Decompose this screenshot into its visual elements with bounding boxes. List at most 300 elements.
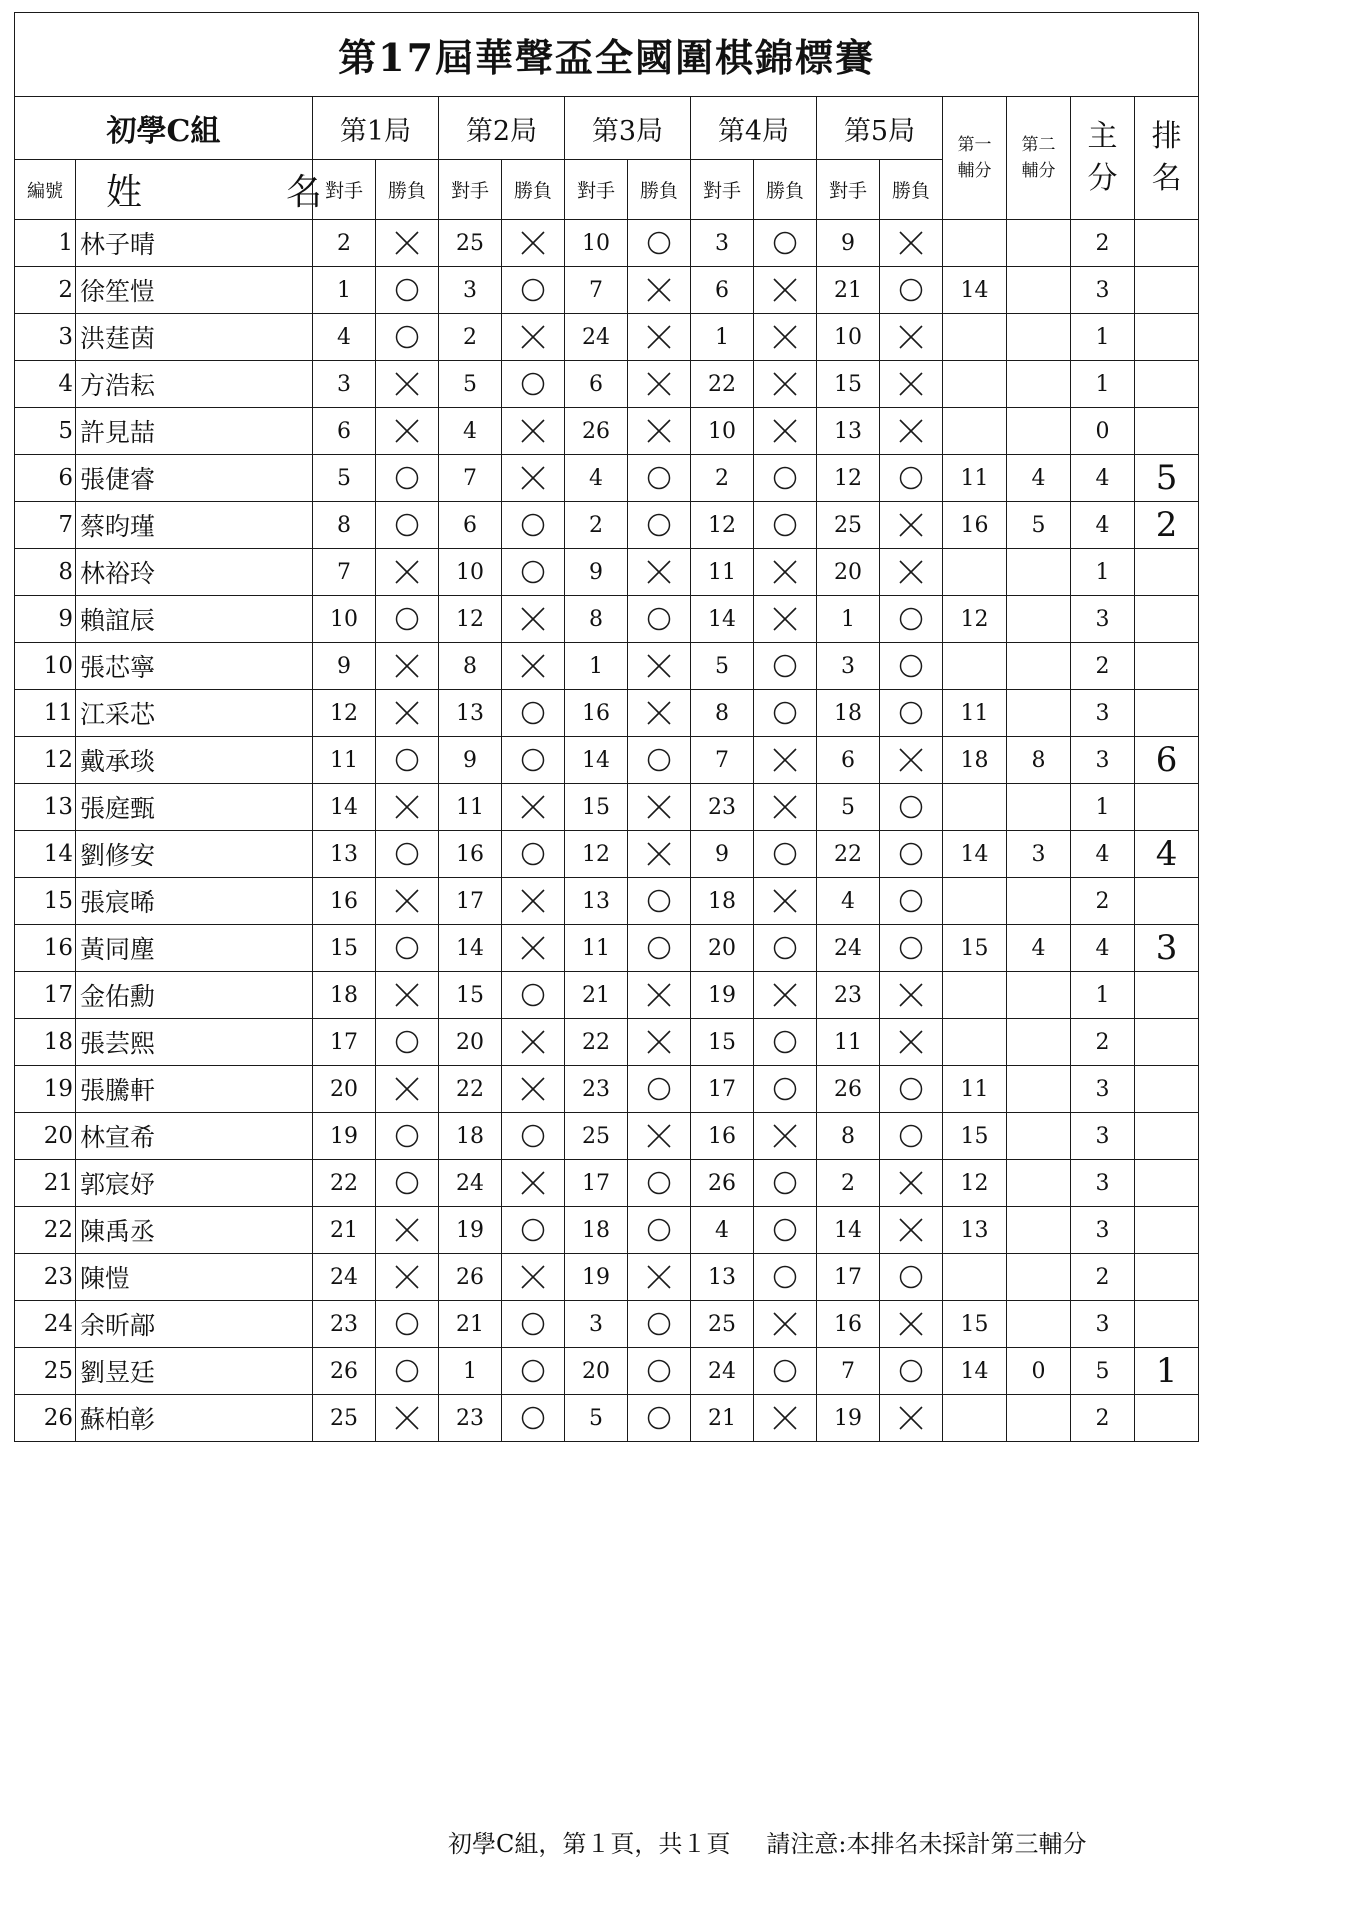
- opponent-id: 14: [313, 784, 376, 831]
- loss-cross-icon: [770, 886, 800, 916]
- opponent-id: 6: [691, 267, 754, 314]
- rank-value: 4: [1135, 831, 1199, 878]
- game-result: [502, 1207, 565, 1254]
- game-result: [502, 784, 565, 831]
- opponent-id: 6: [439, 502, 502, 549]
- game-result: [754, 972, 817, 1019]
- table-row: [15, 267, 1199, 314]
- player-name: 許見喆: [76, 408, 313, 455]
- win-circle-icon: [518, 745, 548, 775]
- loss-cross-icon: [392, 369, 422, 399]
- opponent-id: 23: [313, 1301, 376, 1348]
- game-result: [376, 549, 439, 596]
- aux2-score: [1007, 643, 1071, 690]
- game-result: [628, 831, 691, 878]
- opponent-id: 11: [439, 784, 502, 831]
- game-result: [502, 1066, 565, 1113]
- win-circle-icon: [644, 228, 674, 258]
- opponent-id: 10: [817, 314, 880, 361]
- player-name: 賴誼辰: [76, 596, 313, 643]
- aux1-score: 13: [943, 1207, 1007, 1254]
- aux1-score: 11: [943, 1066, 1007, 1113]
- game-result: [628, 314, 691, 361]
- win-circle-icon: [644, 1074, 674, 1104]
- opponent-id: 19: [565, 1254, 628, 1301]
- player-name: 徐笙愷: [76, 267, 313, 314]
- opponent-id: 5: [565, 1395, 628, 1442]
- win-circle-icon: [644, 1309, 674, 1339]
- game-result: [754, 1301, 817, 1348]
- game-result: [502, 925, 565, 972]
- main-score: 5: [1071, 1348, 1135, 1395]
- opponent-id: 5: [313, 455, 376, 502]
- game-result: [628, 643, 691, 690]
- aux1-score: [943, 784, 1007, 831]
- aux2-score: 5: [1007, 502, 1071, 549]
- aux2-score: [1007, 1395, 1071, 1442]
- loss-cross-icon: [896, 510, 926, 540]
- win-circle-icon: [518, 1121, 548, 1151]
- win-circle-icon: [518, 510, 548, 540]
- loss-cross-icon: [770, 1121, 800, 1151]
- game-result: [754, 1254, 817, 1301]
- main-score: 2: [1071, 643, 1135, 690]
- round-4-header: 第4局: [691, 97, 817, 160]
- opponent-id: 3: [817, 643, 880, 690]
- player-name: 張宸晞: [76, 878, 313, 925]
- win-circle-icon: [770, 651, 800, 681]
- game-result: [754, 1019, 817, 1066]
- game-result: [502, 502, 565, 549]
- player-id: 2: [15, 267, 76, 314]
- loss-cross-icon: [644, 416, 674, 446]
- page-footer: [448, 1824, 1086, 1859]
- aux1-score: 11: [943, 455, 1007, 502]
- game-result: [754, 1207, 817, 1254]
- game-result: [502, 972, 565, 1019]
- round-1-header: 第1局: [313, 97, 439, 160]
- game-result: [502, 220, 565, 267]
- player-name: 金佑勳: [76, 972, 313, 1019]
- player-name: 張芸熙: [76, 1019, 313, 1066]
- main-score: 2: [1071, 1395, 1135, 1442]
- table-row: [15, 737, 1199, 784]
- opponent-id: 10: [439, 549, 502, 596]
- win-circle-icon: [392, 322, 422, 352]
- result-header: 勝負: [628, 160, 691, 220]
- player-name: 蘇柏彰: [76, 1395, 313, 1442]
- opponent-id: 19: [691, 972, 754, 1019]
- game-result: [376, 784, 439, 831]
- player-name: 洪莛茵: [76, 314, 313, 361]
- player-id: 11: [15, 690, 76, 737]
- game-result: [628, 1301, 691, 1348]
- aux2-score: 3: [1007, 831, 1071, 878]
- game-result: [628, 925, 691, 972]
- game-result: [376, 267, 439, 314]
- main-score: 3: [1071, 1066, 1135, 1113]
- opponent-id: 6: [817, 737, 880, 784]
- opponent-id: 16: [565, 690, 628, 737]
- opponent-id: 18: [313, 972, 376, 1019]
- loss-cross-icon: [392, 557, 422, 587]
- game-result: [754, 831, 817, 878]
- win-circle-icon: [770, 698, 800, 728]
- game-result: [880, 1348, 943, 1395]
- player-id: 20: [15, 1113, 76, 1160]
- loss-cross-icon: [518, 463, 548, 493]
- game-result: [880, 1301, 943, 1348]
- opponent-id: 4: [817, 878, 880, 925]
- opponent-id: 25: [691, 1301, 754, 1348]
- footer-note: 請注意:本排名未採計第三輔分: [766, 1830, 1087, 1858]
- game-result: [376, 502, 439, 549]
- game-result: [502, 1113, 565, 1160]
- aux2-score: [1007, 1066, 1071, 1113]
- game-result: [628, 1066, 691, 1113]
- opponent-id: 2: [565, 502, 628, 549]
- game-result: [376, 972, 439, 1019]
- opponent-header: 對手: [313, 160, 376, 220]
- opponent-id: 13: [313, 831, 376, 878]
- win-circle-icon: [518, 1215, 548, 1245]
- player-id: 23: [15, 1254, 76, 1301]
- game-result: [880, 267, 943, 314]
- win-circle-icon: [518, 698, 548, 728]
- rank-value: [1135, 267, 1199, 314]
- game-result: [376, 455, 439, 502]
- game-result: [502, 267, 565, 314]
- loss-cross-icon: [518, 416, 548, 446]
- loss-cross-icon: [518, 651, 548, 681]
- win-circle-icon: [644, 1403, 674, 1433]
- opponent-id: 15: [691, 1019, 754, 1066]
- loss-cross-icon: [896, 322, 926, 352]
- aux2-score: 8: [1007, 737, 1071, 784]
- opponent-id: 18: [565, 1207, 628, 1254]
- aux2-score: [1007, 267, 1071, 314]
- round-5-header: 第5局: [817, 97, 943, 160]
- main-score: 3: [1071, 690, 1135, 737]
- aux1-score: 12: [943, 1160, 1007, 1207]
- game-result: [880, 408, 943, 455]
- rank-value: [1135, 596, 1199, 643]
- opponent-id: 11: [817, 1019, 880, 1066]
- player-id: 16: [15, 925, 76, 972]
- player-id: 5: [15, 408, 76, 455]
- aux1-score: 12: [943, 596, 1007, 643]
- win-circle-icon: [518, 1403, 548, 1433]
- game-result: [880, 784, 943, 831]
- game-result: [880, 1113, 943, 1160]
- loss-cross-icon: [392, 651, 422, 681]
- game-result: [502, 596, 565, 643]
- main-score: 3: [1071, 596, 1135, 643]
- game-result: [502, 1160, 565, 1207]
- loss-cross-icon: [392, 792, 422, 822]
- rank-value: [1135, 1066, 1199, 1113]
- opponent-id: 4: [313, 314, 376, 361]
- game-result: [628, 596, 691, 643]
- aux2-score: [1007, 1160, 1071, 1207]
- aux1-header: 第一 輔分: [943, 97, 1007, 220]
- game-result: [754, 643, 817, 690]
- opponent-id: 17: [565, 1160, 628, 1207]
- win-circle-icon: [518, 557, 548, 587]
- opponent-id: 2: [817, 1160, 880, 1207]
- opponent-id: 11: [313, 737, 376, 784]
- opponent-id: 9: [691, 831, 754, 878]
- game-result: [880, 643, 943, 690]
- game-result: [628, 1207, 691, 1254]
- aux2-score: 4: [1007, 925, 1071, 972]
- opponent-id: 24: [817, 925, 880, 972]
- opponent-id: 12: [691, 502, 754, 549]
- table-row: [15, 784, 1199, 831]
- aux1-score: 18: [943, 737, 1007, 784]
- win-circle-icon: [392, 839, 422, 869]
- game-result: [754, 1113, 817, 1160]
- table-row: [15, 1207, 1199, 1254]
- opponent-id: 1: [817, 596, 880, 643]
- opponent-id: 23: [565, 1066, 628, 1113]
- opponent-id: 14: [691, 596, 754, 643]
- win-circle-icon: [518, 369, 548, 399]
- player-name: 黃同塵: [76, 925, 313, 972]
- loss-cross-icon: [518, 792, 548, 822]
- opponent-id: 25: [817, 502, 880, 549]
- game-result: [880, 1019, 943, 1066]
- game-result: [376, 1254, 439, 1301]
- loss-cross-icon: [392, 416, 422, 446]
- opponent-id: 19: [817, 1395, 880, 1442]
- player-name: 林子晴: [76, 220, 313, 267]
- aux2-score: [1007, 1113, 1071, 1160]
- opponent-id: 8: [565, 596, 628, 643]
- opponent-id: 22: [691, 361, 754, 408]
- game-result: [376, 361, 439, 408]
- loss-cross-icon: [518, 1074, 548, 1104]
- player-name: 江采芯: [76, 690, 313, 737]
- main-score: 3: [1071, 267, 1135, 314]
- game-result: [628, 972, 691, 1019]
- opponent-id: 17: [313, 1019, 376, 1066]
- rank-value: [1135, 361, 1199, 408]
- loss-cross-icon: [518, 1262, 548, 1292]
- opponent-id: 4: [565, 455, 628, 502]
- aux1-score: 14: [943, 1348, 1007, 1395]
- game-result: [880, 737, 943, 784]
- player-name: 張倢睿: [76, 455, 313, 502]
- loss-cross-icon: [896, 1027, 926, 1057]
- game-result: [880, 878, 943, 925]
- opponent-header: 對手: [817, 160, 880, 220]
- game-result: [376, 408, 439, 455]
- game-result: [754, 1160, 817, 1207]
- player-id: 8: [15, 549, 76, 596]
- player-id: 19: [15, 1066, 76, 1113]
- aux1-score: [943, 220, 1007, 267]
- aux1-score: [943, 643, 1007, 690]
- opponent-id: 5: [439, 361, 502, 408]
- loss-cross-icon: [392, 1403, 422, 1433]
- game-result: [754, 925, 817, 972]
- game-result: [628, 267, 691, 314]
- win-circle-icon: [770, 933, 800, 963]
- win-circle-icon: [896, 275, 926, 305]
- rank-value: [1135, 878, 1199, 925]
- footer-page-info: 初學C組，第１頁，共１頁: [448, 1830, 731, 1858]
- opponent-id: 6: [313, 408, 376, 455]
- game-result: [376, 1207, 439, 1254]
- player-id: 7: [15, 502, 76, 549]
- win-circle-icon: [644, 745, 674, 775]
- rank-value: [1135, 1019, 1199, 1066]
- opponent-id: 26: [439, 1254, 502, 1301]
- opponent-id: 7: [691, 737, 754, 784]
- aux2-score: 0: [1007, 1348, 1071, 1395]
- game-result: [754, 784, 817, 831]
- aux2-score: [1007, 549, 1071, 596]
- win-circle-icon: [518, 275, 548, 305]
- opponent-id: 16: [439, 831, 502, 878]
- opponent-id: 8: [691, 690, 754, 737]
- table-row: [15, 972, 1199, 1019]
- opponent-id: 13: [817, 408, 880, 455]
- aux1-score: [943, 1019, 1007, 1066]
- game-result: [880, 314, 943, 361]
- main-score: 1: [1071, 361, 1135, 408]
- rank-value: [1135, 1160, 1199, 1207]
- opponent-id: 9: [565, 549, 628, 596]
- game-result: [502, 831, 565, 878]
- opponent-id: 20: [439, 1019, 502, 1066]
- loss-cross-icon: [392, 980, 422, 1010]
- opponent-id: 7: [817, 1348, 880, 1395]
- main-score: 4: [1071, 502, 1135, 549]
- win-circle-icon: [896, 604, 926, 634]
- game-result: [754, 267, 817, 314]
- game-result: [880, 1207, 943, 1254]
- game-result: [376, 1301, 439, 1348]
- opponent-id: 24: [691, 1348, 754, 1395]
- rank-value: [1135, 408, 1199, 455]
- opponent-id: 7: [313, 549, 376, 596]
- player-name: 劉修安: [76, 831, 313, 878]
- win-circle-icon: [770, 510, 800, 540]
- opponent-id: 20: [565, 1348, 628, 1395]
- loss-cross-icon: [392, 1262, 422, 1292]
- rank-value: [1135, 1207, 1199, 1254]
- opponent-id: 2: [439, 314, 502, 361]
- table-row: [15, 549, 1199, 596]
- game-result: [376, 314, 439, 361]
- aux1-score: 14: [943, 831, 1007, 878]
- win-circle-icon: [644, 1356, 674, 1386]
- aux2-score: [1007, 690, 1071, 737]
- opponent-id: 1: [691, 314, 754, 361]
- player-id: 24: [15, 1301, 76, 1348]
- score-sheet: [14, 12, 1196, 1442]
- opponent-id: 26: [313, 1348, 376, 1395]
- opponent-id: 20: [691, 925, 754, 972]
- main-score: 2: [1071, 1019, 1135, 1066]
- game-result: [880, 1395, 943, 1442]
- opponent-id: 16: [313, 878, 376, 925]
- loss-cross-icon: [392, 698, 422, 728]
- loss-cross-icon: [518, 886, 548, 916]
- player-id: 15: [15, 878, 76, 925]
- loss-cross-icon: [644, 1027, 674, 1057]
- opponent-id: 24: [439, 1160, 502, 1207]
- win-circle-icon: [896, 886, 926, 916]
- opponent-id: 1: [439, 1348, 502, 1395]
- game-result: [502, 1395, 565, 1442]
- opponent-id: 25: [565, 1113, 628, 1160]
- player-id: 21: [15, 1160, 76, 1207]
- opponent-id: 16: [817, 1301, 880, 1348]
- win-circle-icon: [644, 886, 674, 916]
- aux2-score: [1007, 1207, 1071, 1254]
- game-result: [628, 878, 691, 925]
- name-header: 姓 名: [76, 160, 313, 220]
- rank-value: [1135, 643, 1199, 690]
- aux2-score: [1007, 361, 1071, 408]
- round-2-header: 第2局: [439, 97, 565, 160]
- game-result: [628, 361, 691, 408]
- game-result: [628, 737, 691, 784]
- aux2-score: [1007, 784, 1071, 831]
- loss-cross-icon: [896, 745, 926, 775]
- player-name: 方浩耘: [76, 361, 313, 408]
- main-score: 2: [1071, 878, 1135, 925]
- opponent-id: 18: [817, 690, 880, 737]
- opponent-id: 22: [565, 1019, 628, 1066]
- main-score: 3: [1071, 1113, 1135, 1160]
- win-circle-icon: [644, 933, 674, 963]
- player-id: 9: [15, 596, 76, 643]
- loss-cross-icon: [644, 651, 674, 681]
- loss-cross-icon: [770, 1309, 800, 1339]
- game-result: [880, 220, 943, 267]
- rank-value: 2: [1135, 502, 1199, 549]
- loss-cross-icon: [770, 792, 800, 822]
- win-circle-icon: [770, 1168, 800, 1198]
- win-circle-icon: [644, 463, 674, 493]
- table-row: [15, 408, 1199, 455]
- rank-value: [1135, 972, 1199, 1019]
- game-result: [376, 596, 439, 643]
- opponent-id: 4: [439, 408, 502, 455]
- rank-value: [1135, 1301, 1199, 1348]
- loss-cross-icon: [392, 1215, 422, 1245]
- win-circle-icon: [518, 980, 548, 1010]
- opponent-header: 對手: [691, 160, 754, 220]
- player-id: 14: [15, 831, 76, 878]
- opponent-id: 21: [565, 972, 628, 1019]
- loss-cross-icon: [896, 1309, 926, 1339]
- main-score: 1: [1071, 972, 1135, 1019]
- opponent-header: 對手: [439, 160, 502, 220]
- aux1-score: 14: [943, 267, 1007, 314]
- win-circle-icon: [896, 1074, 926, 1104]
- player-id: 12: [15, 737, 76, 784]
- table-row: [15, 643, 1199, 690]
- rank-value: [1135, 220, 1199, 267]
- win-circle-icon: [392, 1309, 422, 1339]
- player-name: 戴承琰: [76, 737, 313, 784]
- win-circle-icon: [392, 1121, 422, 1151]
